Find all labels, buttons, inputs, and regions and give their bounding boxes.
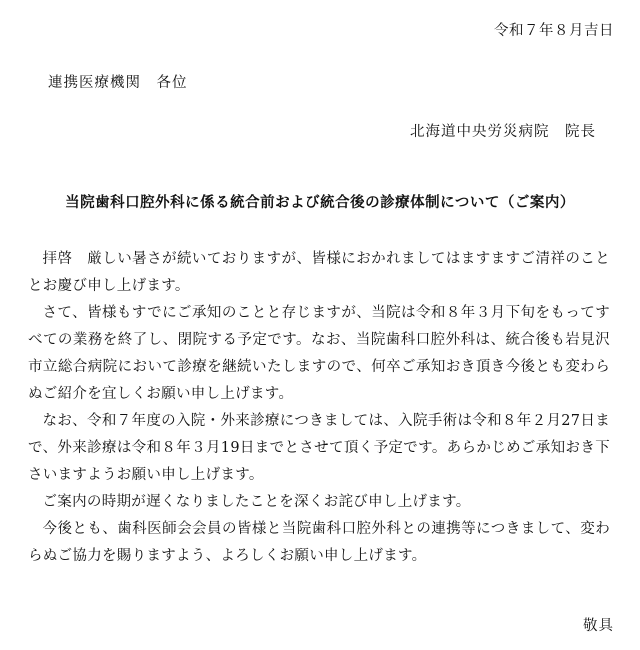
letter-sender: 北海道中央労災病院 院長 — [410, 124, 596, 140]
paragraph-closure-notice: さて、皆様もすでにご承知のことと存じますが、当院は令和８年３月下旬をもってすべての業務を終了し、閉院する予定です。なお、当院歯科口腔外科は、統合後も岩見沢市立総合病院において診療を継続いたしますので、何卒ご承知おき頂き今後とも変わらぬご紹介を宜しくお願い申し上げます。 — [28, 305, 610, 402]
paragraph-apology: ご案内の時期が遅くなりましたことを深くお詫び申し上げます。 — [42, 494, 471, 510]
paragraph-schedule: なお、令和７年度の入院・外来診療につきましては、入院手術は令和８年２月27日まで、外来診療は令和８年３月19日までとさせて頂く予定です。あらかじめご承知おき下さいますようお願い申し上げます。 — [28, 413, 610, 483]
paragraph-greeting: 拝啓 厳しい暑さが続いておりますが、皆様におかれましてはますますご清祥のこととお慶び申し上げます。 — [28, 251, 610, 294]
letter-closing: 敬具 — [583, 618, 614, 634]
paragraph-request: 今後とも、歯科医師会会員の皆様と当院歯科口腔外科との連携等につきまして、変わらぬご協力を賜りますよう、よろしくお願い申し上げます。 — [28, 521, 610, 564]
letter-body — [28, 246, 610, 570]
letter-title: 当院歯科口腔外科に係る統合前および統合後の診療体制について（ご案内） — [65, 194, 575, 211]
letter-addressee: 連携医療機関 各位 — [48, 75, 188, 91]
letter-date: 令和７年８月吉日 — [494, 23, 614, 39]
